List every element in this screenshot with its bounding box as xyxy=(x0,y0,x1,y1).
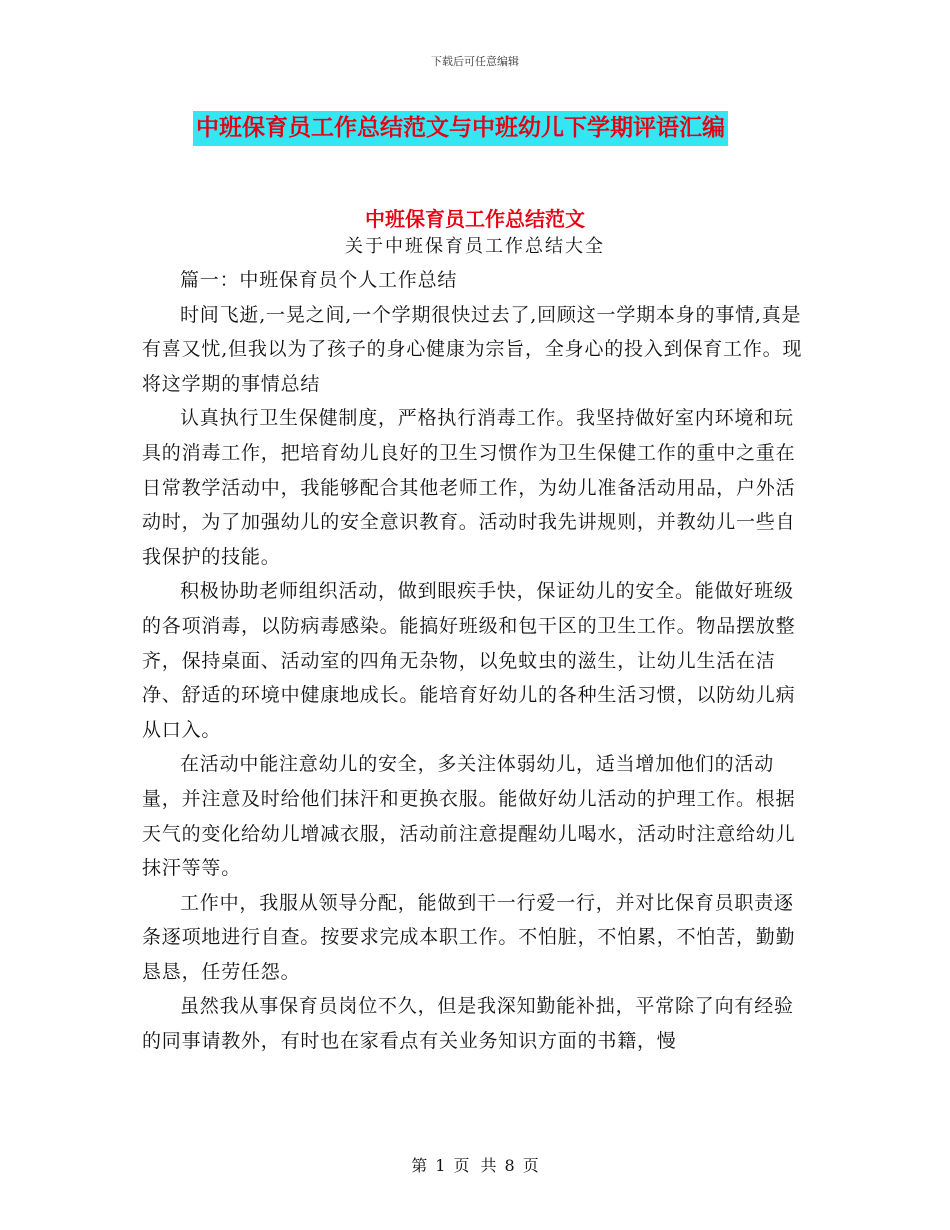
paragraph: 认真执行卫生保健制度，严格执行消毒工作。我坚持做好室内环境和玩具的消毒工作，把培育幼儿良好的卫生习惯作为卫生保健工作的重中之重在日常教学活动中，我能够配合其他老师工作，为幼儿准备活动用品，户外活动时，为了加强幼儿的安全意识教育。活动时我先讲规则，并教幼儿一些自我保护的技能。 xyxy=(142,407,796,568)
paragraph: 工作中，我服从领导分配，能做到干一行爱一行，并对比保育员职责逐条逐项地进行自查。按要求完成本职工作。不怕脏，不怕累，不怕苦，勤勤恳恳，任劳任怨。 xyxy=(142,891,796,983)
document-banner-title: 中班保育员工作总结范文与中班幼儿下学期评语汇编 xyxy=(193,111,728,146)
page-label-mid: 页 共 xyxy=(453,1156,497,1175)
total-pages: 8 xyxy=(504,1156,515,1175)
paragraph: 在活动中能注意幼儿的安全，多关注体弱幼儿，适当增加他们的活动量，并注意及时给他们抹汗和更换衣服。能做好幼儿活动的护理工作。根据天气的变化给幼儿增减衣服，活动前注意提醒幼儿喝水，活动时注意给幼儿抹汗等等。 xyxy=(142,753,796,880)
page-label-suffix: 页 xyxy=(522,1156,539,1175)
page-header-note: 下载后可任意编辑 xyxy=(431,55,519,68)
paragraph: 积极协助老师组织活动，做到眼疾手快，保证幼儿的安全。能做好班级的各项消毒，以防病毒感染。能搞好班级和包干区的卫生工作。物品摆放整齐，保持桌面、活动室的四角无杂物，以免蚊虫的滋生，让幼儿生活在洁净、舒适的环境中健康地成长。能培育好幼儿的各种生活习惯，以防幼儿病从口入。 xyxy=(142,580,796,741)
paragraph: 时间飞逝,一晃之间,一个学期很快过去了,回顾这一学期本身的事情,真是有喜又忧,但我以为了孩子的身心健康为宗旨，全身心的投入到保育工作。现将这学期的事情总结 xyxy=(142,303,803,395)
page-footer xyxy=(0,1153,950,1176)
section-subtitle: 关于中班保育员工作总结大全 xyxy=(345,236,605,257)
page-number: 1 xyxy=(435,1156,446,1175)
document-body xyxy=(142,263,810,1059)
page-label-prefix: 第 xyxy=(411,1156,428,1175)
paragraph: 虽然我从事保育员岗位不久，但是我深知勤能补拙，平常除了向有经验的同事请教外，有时也在家看点有关业务知识方面的书籍，慢 xyxy=(142,995,794,1053)
paragraph-heading: 篇一：中班保育员个人工作总结 xyxy=(180,269,458,291)
section-title: 中班保育员工作总结范文 xyxy=(365,207,585,231)
